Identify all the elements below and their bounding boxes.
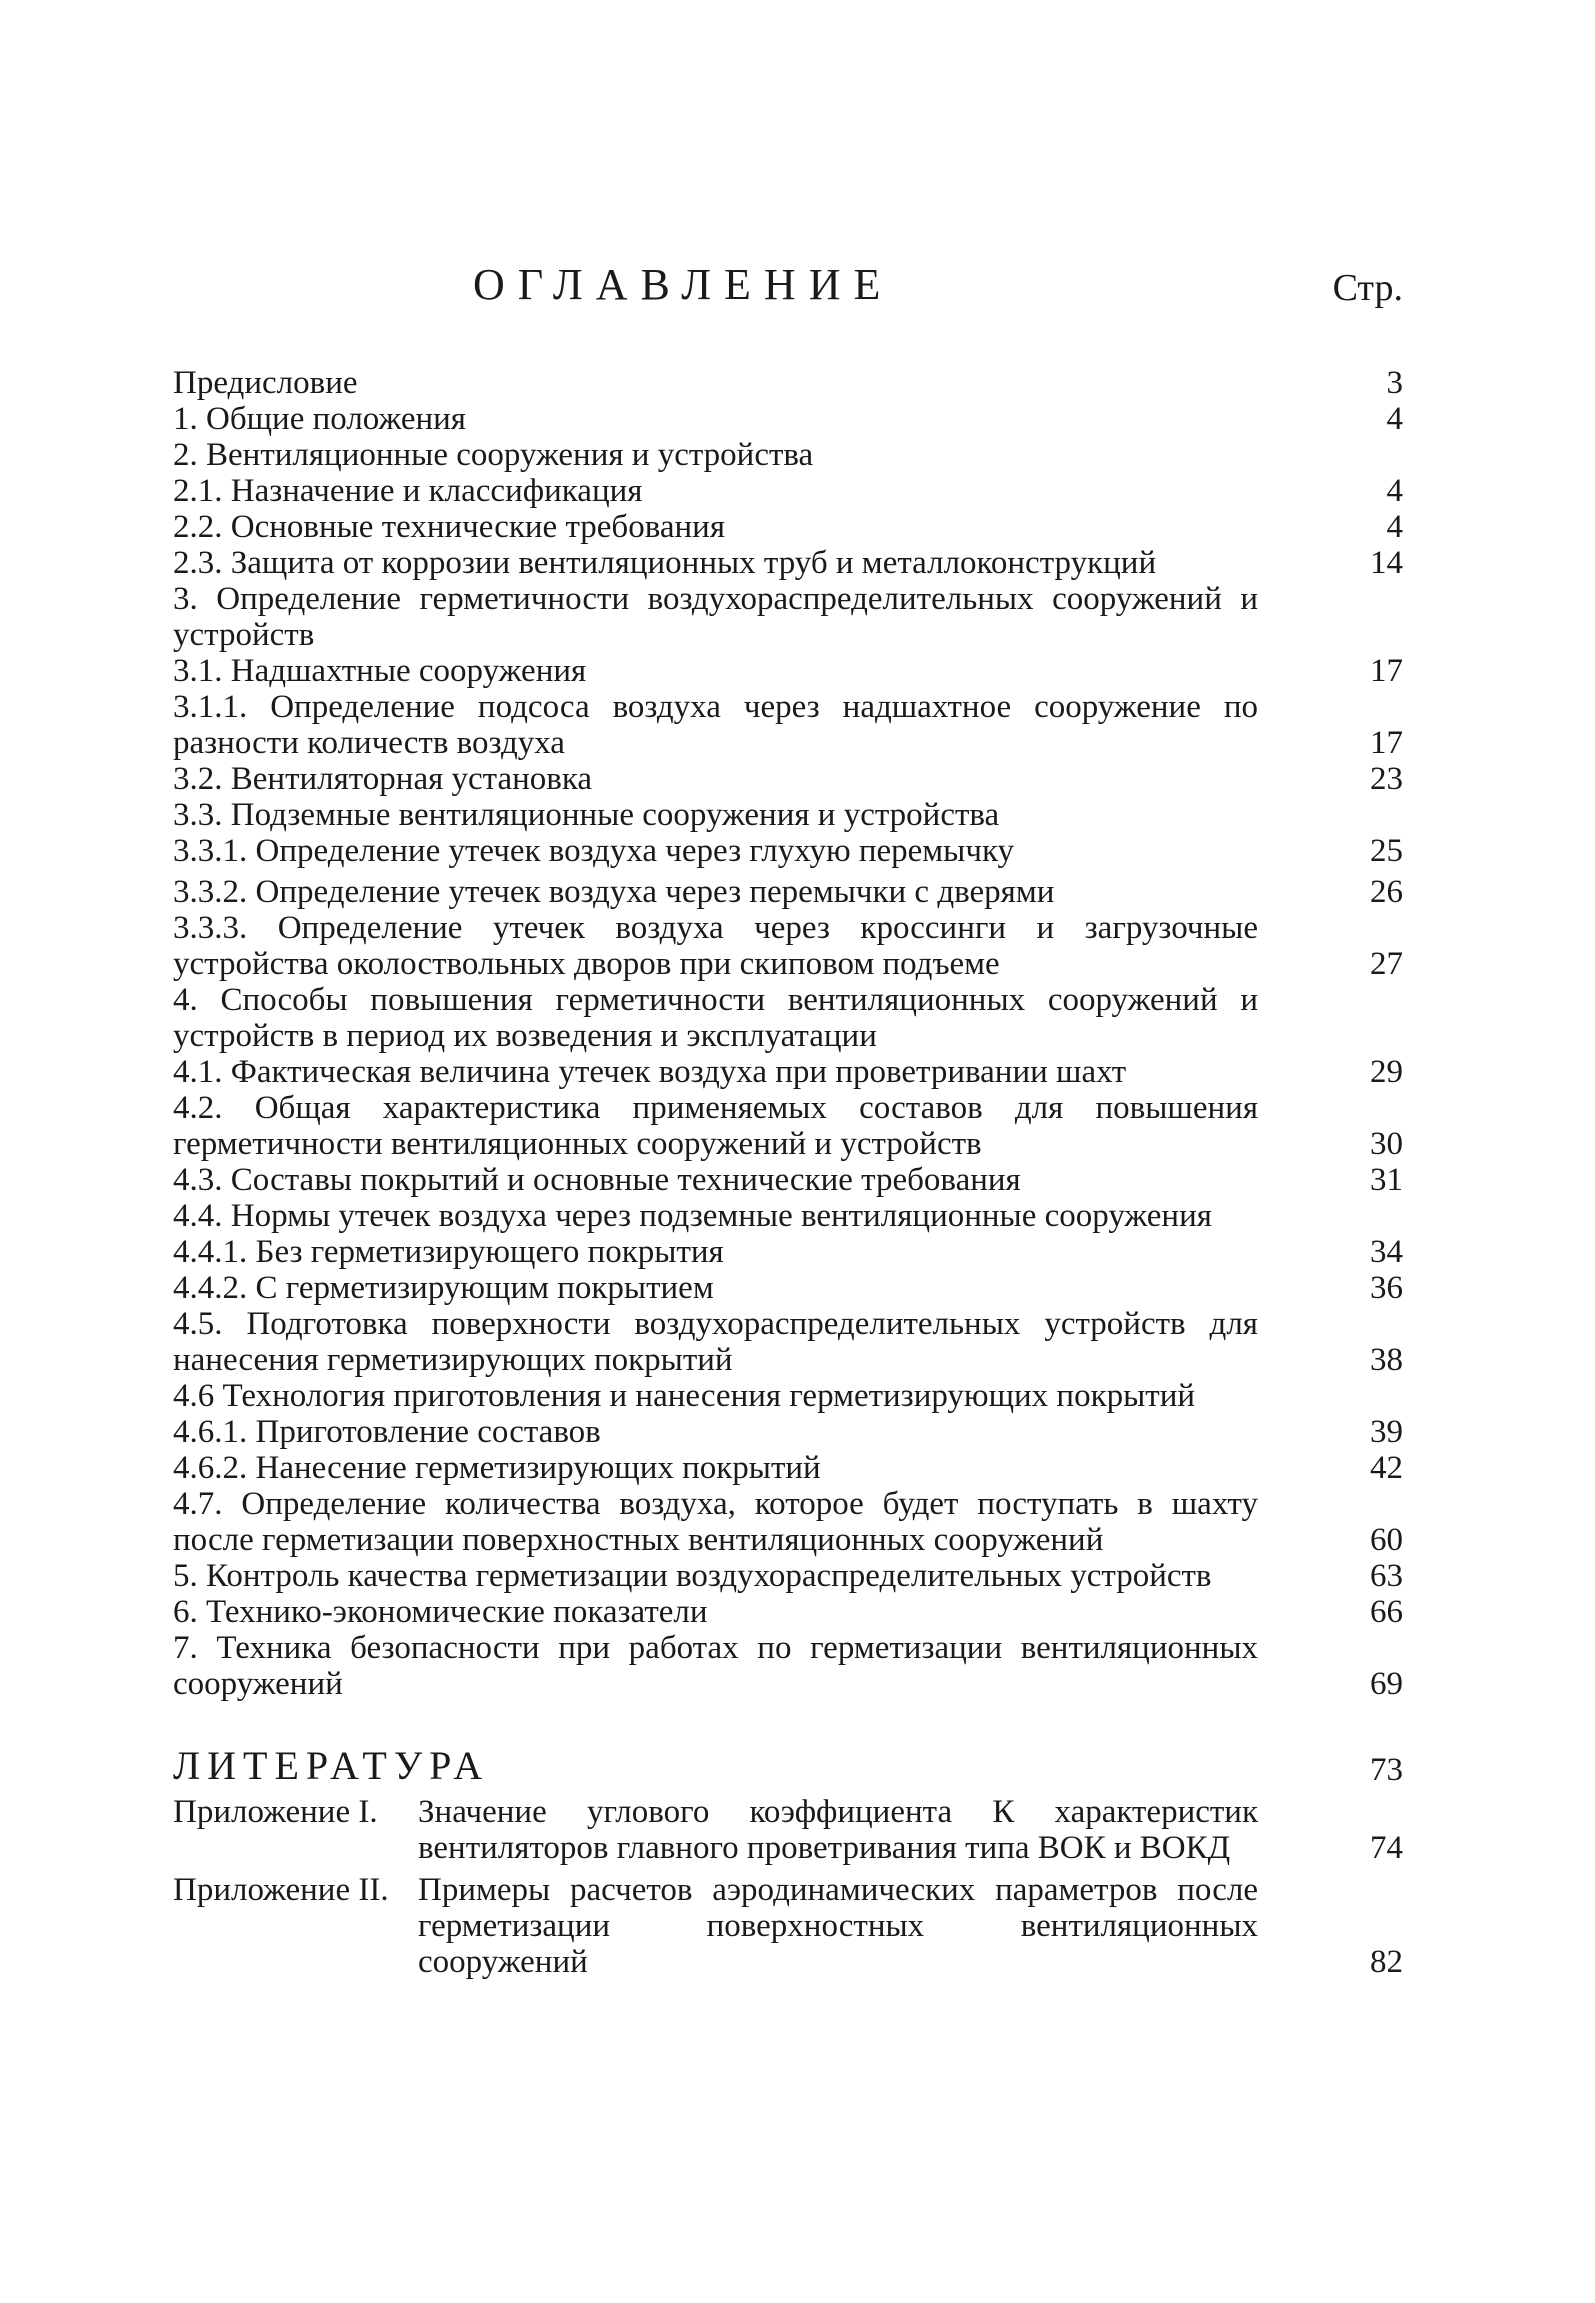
toc-entry-text: 2.2. Основные технические требования bbox=[173, 509, 726, 545]
toc-entry bbox=[173, 545, 1403, 581]
toc-entry bbox=[173, 982, 1403, 1054]
page-column-label: Стр. bbox=[1332, 267, 1403, 309]
toc-entry-page: 39 bbox=[1370, 1414, 1403, 1450]
toc-entry-page: 31 bbox=[1370, 1162, 1403, 1198]
page-title: ОГЛАВЛЕНИЕ bbox=[473, 260, 894, 309]
toc-entry bbox=[173, 509, 1403, 545]
toc-entry-text: 6. Технико-экономические показатели bbox=[173, 1594, 708, 1630]
toc-entry-text: 3.3.3. Определение утечек воздуха через кроссинги и загрузочные устройства околоствольных дворов при скиповом подъеме bbox=[173, 910, 1258, 982]
toc-entry-text: 4.6.1. Приготовление составов bbox=[173, 1414, 601, 1450]
toc-entry-page: 4 bbox=[1386, 473, 1403, 509]
appendix-label: Приложение I. bbox=[173, 1794, 378, 1830]
toc-entry-page: 4 bbox=[1386, 401, 1403, 437]
toc-entry-page: 42 bbox=[1370, 1450, 1403, 1486]
toc-entry-text: 4.4.2. С герметизирующим покрытием bbox=[173, 1270, 714, 1306]
toc-entry-text: 4.4.1. Без герметизирующего покрытия bbox=[173, 1234, 724, 1270]
appendix-entry bbox=[173, 1794, 1403, 1866]
toc-entry-text: 2. Вентиляционные сооружения и устройства bbox=[173, 437, 814, 473]
toc-entry-text: 4.2. Общая характеристика применяемых составов для повышения герметичности вентиляционных сооружений и устройств bbox=[173, 1090, 1258, 1162]
toc-entry-page: 23 bbox=[1370, 761, 1403, 797]
toc-entry-page: 17 bbox=[1370, 653, 1403, 689]
toc-entry bbox=[173, 874, 1403, 910]
toc-header bbox=[173, 255, 1403, 365]
toc-entry bbox=[173, 761, 1403, 797]
toc-entry-page: 29 bbox=[1370, 1054, 1403, 1090]
toc-entry-text: 3.2. Вентиляторная установка bbox=[173, 761, 593, 797]
toc-entry-page: 14 bbox=[1370, 545, 1403, 581]
toc-entry-text: 3.3. Подземные вентиляционные сооружения и устройства bbox=[173, 797, 1000, 833]
toc-entry bbox=[173, 653, 1403, 689]
toc-entry-text: 3.3.2. Определение утечек воздуха через перемычки с дверями bbox=[173, 874, 1055, 910]
toc-entry-page: 69 bbox=[1370, 1666, 1403, 1702]
toc-entry-page: 25 bbox=[1370, 833, 1403, 869]
appendix-entry bbox=[173, 1872, 1403, 1980]
toc-entry-page: 3 bbox=[1386, 365, 1403, 401]
toc-entry-text: 5. Контроль качества герметизации воздухораспределительных устройств bbox=[173, 1558, 1212, 1594]
toc-entry-text: 2.3. Защита от коррозии вентиляционных труб и металлоконструкций bbox=[173, 545, 1157, 581]
toc-entry bbox=[173, 833, 1403, 869]
toc-entry-text: 4.4. Нормы утечек воздуха через подземные вентиляционные сооружения bbox=[173, 1198, 1212, 1234]
toc-entry bbox=[173, 1414, 1403, 1450]
toc-entry bbox=[173, 581, 1403, 653]
appendix-label: Приложение II. bbox=[173, 1872, 389, 1908]
toc-entry-text: 4.1. Фактическая величина утечек воздуха при проветривании шахт bbox=[173, 1054, 1127, 1090]
appendix-page: 74 bbox=[1370, 1830, 1403, 1866]
toc-entry bbox=[173, 365, 1403, 401]
appendix-text: Значение углового коэффициента К характеристик вентиляторов главного проветривания типа ВОК и ВОКД bbox=[418, 1794, 1258, 1866]
toc-entry bbox=[173, 1270, 1403, 1306]
toc-entry-page: 26 bbox=[1370, 874, 1403, 910]
toc-entry bbox=[173, 1450, 1403, 1486]
appendix-body bbox=[173, 1794, 1258, 1866]
toc-entry-page: 30 bbox=[1370, 1126, 1403, 1162]
literature-page: 73 bbox=[1370, 1752, 1403, 1788]
toc-entry-text: 4.7. Определение количества воздуха, которое будет поступать в шахту после герметизации поверхностных вентиляционных сооружений bbox=[173, 1486, 1258, 1558]
toc-entry bbox=[173, 689, 1403, 761]
toc-entry-page: 17 bbox=[1370, 725, 1403, 761]
toc-entry-text: 4.3. Составы покрытий и основные технические требования bbox=[173, 1162, 1021, 1198]
appendix-page: 82 bbox=[1370, 1944, 1403, 1980]
appendix-body bbox=[173, 1872, 1258, 1980]
appendix-text: Примеры расчетов аэродинамических параметров после герметизации поверхностных вентиляционных сооружений bbox=[418, 1872, 1258, 1980]
toc-entry-text: 7. Техника безопасности при работах по герметизации вентиляционных сооружений bbox=[173, 1630, 1258, 1702]
literature-entry bbox=[173, 1744, 1403, 1788]
toc-list bbox=[173, 365, 1403, 1980]
toc-entry bbox=[173, 1594, 1403, 1630]
toc-entry bbox=[173, 473, 1403, 509]
toc-entry-text: 4.6.2. Нанесение герметизирующих покрытий bbox=[173, 1450, 821, 1486]
toc-entry-text: 1. Общие положения bbox=[173, 401, 466, 437]
toc-entry-text: 3. Определение герметичности воздухораспределительных сооружений и устройств bbox=[173, 581, 1258, 653]
toc-entry-page: 66 bbox=[1370, 1594, 1403, 1630]
toc-entry-page: 4 bbox=[1386, 509, 1403, 545]
toc-entry-text: Предисловие bbox=[173, 365, 358, 401]
toc-entry-text: 4. Способы повышения герметичности вентиляционных сооружений и устройств в период их возведения и эксплуатации bbox=[173, 982, 1258, 1054]
toc-entry bbox=[173, 1090, 1403, 1162]
toc-entry-text: 4.5. Подготовка поверхности воздухораспределительных устройств для нанесения герметизирующих покрытий bbox=[173, 1306, 1258, 1378]
toc-entry bbox=[173, 1378, 1403, 1414]
toc-entry bbox=[173, 1162, 1403, 1198]
toc-entry bbox=[173, 1630, 1403, 1702]
toc-entry-text: 3.1. Надшахтные сооружения bbox=[173, 653, 587, 689]
toc-entry bbox=[173, 401, 1403, 437]
toc-entry bbox=[173, 1054, 1403, 1090]
toc-entry-text: 4.6 Технология приготовления и нанесения герметизирующих покрытий bbox=[173, 1378, 1196, 1414]
toc-entry-page: 38 bbox=[1370, 1342, 1403, 1378]
toc-entry bbox=[173, 910, 1403, 982]
literature-title: ЛИТЕРАТУРА bbox=[173, 1743, 490, 1788]
toc-entry bbox=[173, 1198, 1403, 1234]
toc-entry bbox=[173, 1234, 1403, 1270]
toc-entry-page: 60 bbox=[1370, 1522, 1403, 1558]
toc-entry bbox=[173, 437, 1403, 473]
toc-entry bbox=[173, 797, 1403, 833]
toc-entry-text: 3.3.1. Определение утечек воздуха через глухую перемычку bbox=[173, 833, 1015, 869]
toc-entry bbox=[173, 1558, 1403, 1594]
toc-entry-page: 34 bbox=[1370, 1234, 1403, 1270]
toc-entry-page: 27 bbox=[1370, 946, 1403, 982]
toc-entry-page: 63 bbox=[1370, 1558, 1403, 1594]
toc-entry-text: 2.1. Назначение и классификация bbox=[173, 473, 643, 509]
toc-entry bbox=[173, 1306, 1403, 1378]
toc-entry bbox=[173, 1486, 1403, 1558]
toc-page bbox=[173, 255, 1403, 1980]
toc-entry-page: 36 bbox=[1370, 1270, 1403, 1306]
toc-entry-text: 3.1.1. Определение подсоса воздуха через надшахтное сооружение по разности количеств воздуха bbox=[173, 689, 1258, 761]
